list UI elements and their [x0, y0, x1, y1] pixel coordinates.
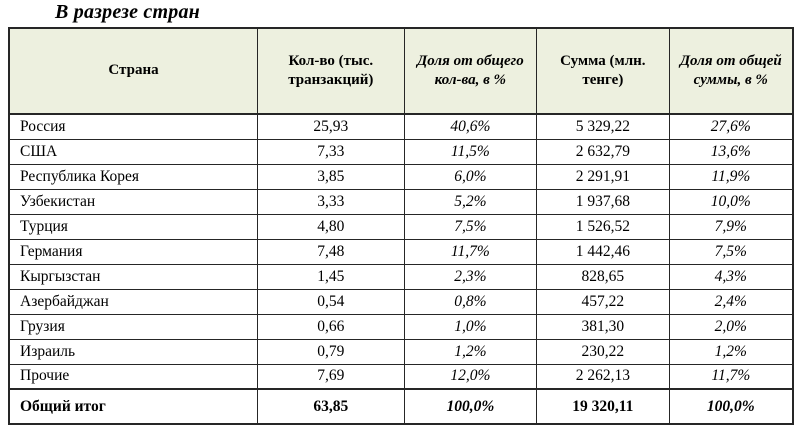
cell-sum-share: 10,0%	[669, 189, 793, 214]
cell-sum-share: 7,5%	[669, 239, 793, 264]
cell-country: Грузия	[9, 314, 258, 339]
cell-count: 3,85	[258, 164, 405, 189]
cell-count: 63,85	[258, 389, 405, 424]
cell-sum: 2 262,13	[537, 364, 669, 389]
column-header-sum: Сумма (млн. тенге)	[537, 28, 669, 114]
cell-count-share: 11,7%	[404, 239, 536, 264]
cell-count: 3,33	[258, 189, 405, 214]
table-row	[9, 339, 793, 364]
cell-sum: 2 632,79	[537, 139, 669, 164]
cell-count-share: 2,3%	[404, 264, 536, 289]
cell-sum: 457,22	[537, 289, 669, 314]
table-row	[9, 114, 793, 139]
cell-sum: 1 442,46	[537, 239, 669, 264]
cell-sum: 828,65	[537, 264, 669, 289]
cell-sum: 5 329,22	[537, 114, 669, 139]
table-body	[9, 114, 793, 424]
cell-country: США	[9, 139, 258, 164]
table-row	[9, 239, 793, 264]
cell-country: Общий итог	[9, 389, 258, 424]
column-header-sum-share: Доля от общей суммы, в %	[669, 28, 793, 114]
table-row	[9, 189, 793, 214]
cell-count-share: 100,0%	[404, 389, 536, 424]
cell-count-share: 40,6%	[404, 114, 536, 139]
cell-sum-share: 11,7%	[669, 364, 793, 389]
cell-sum: 230,22	[537, 339, 669, 364]
cell-sum: 1 937,68	[537, 189, 669, 214]
cell-country: Турция	[9, 214, 258, 239]
cell-count-share: 1,0%	[404, 314, 536, 339]
cell-country: Прочие	[9, 364, 258, 389]
cell-sum: 1 526,52	[537, 214, 669, 239]
cell-count-share: 7,5%	[404, 214, 536, 239]
cell-count-share: 1,2%	[404, 339, 536, 364]
cell-sum: 381,30	[537, 314, 669, 339]
cell-count-share: 11,5%	[404, 139, 536, 164]
cell-count: 7,48	[258, 239, 405, 264]
cell-count-share: 6,0%	[404, 164, 536, 189]
cell-count: 1,45	[258, 264, 405, 289]
cell-count-share: 0,8%	[404, 289, 536, 314]
cell-country: Кыргызстан	[9, 264, 258, 289]
cell-sum-share: 1,2%	[669, 339, 793, 364]
cell-sum-share: 13,6%	[669, 139, 793, 164]
cell-sum-share: 4,3%	[669, 264, 793, 289]
table-row	[9, 139, 793, 164]
cell-count: 0,66	[258, 314, 405, 339]
cell-sum-share: 11,9%	[669, 164, 793, 189]
cell-country: Россия	[9, 114, 258, 139]
table-row	[9, 314, 793, 339]
cell-country: Республика Корея	[9, 164, 258, 189]
cell-sum: 2 291,91	[537, 164, 669, 189]
header-row	[9, 28, 793, 114]
table-header	[9, 28, 793, 114]
cell-sum: 19 320,11	[537, 389, 669, 424]
cell-count-share: 5,2%	[404, 189, 536, 214]
cell-count: 7,69	[258, 364, 405, 389]
table-row	[9, 289, 793, 314]
column-header-count: Кол-во (тыс. транзакций)	[258, 28, 405, 114]
cell-sum-share: 100,0%	[669, 389, 793, 424]
countries-table	[8, 27, 794, 425]
cell-country: Германия	[9, 239, 258, 264]
cell-sum-share: 7,9%	[669, 214, 793, 239]
cell-count: 7,33	[258, 139, 405, 164]
table-row	[9, 264, 793, 289]
page-title: В разрезе стран	[55, 1, 200, 23]
cell-count: 4,80	[258, 214, 405, 239]
cell-country: Азербайджан	[9, 289, 258, 314]
table-row	[9, 214, 793, 239]
column-header-country: Страна	[9, 28, 258, 114]
cell-sum-share: 27,6%	[669, 114, 793, 139]
cell-country: Израиль	[9, 339, 258, 364]
total-row	[9, 389, 793, 424]
column-header-count-share: Доля от общего кол-ва, в %	[404, 28, 536, 114]
table-row	[9, 164, 793, 189]
cell-count-share: 12,0%	[404, 364, 536, 389]
cell-count: 0,79	[258, 339, 405, 364]
cell-country: Узбекистан	[9, 189, 258, 214]
cell-count: 0,54	[258, 289, 405, 314]
cell-sum-share: 2,4%	[669, 289, 793, 314]
cell-sum-share: 2,0%	[669, 314, 793, 339]
cell-count: 25,93	[258, 114, 405, 139]
table-row	[9, 364, 793, 389]
